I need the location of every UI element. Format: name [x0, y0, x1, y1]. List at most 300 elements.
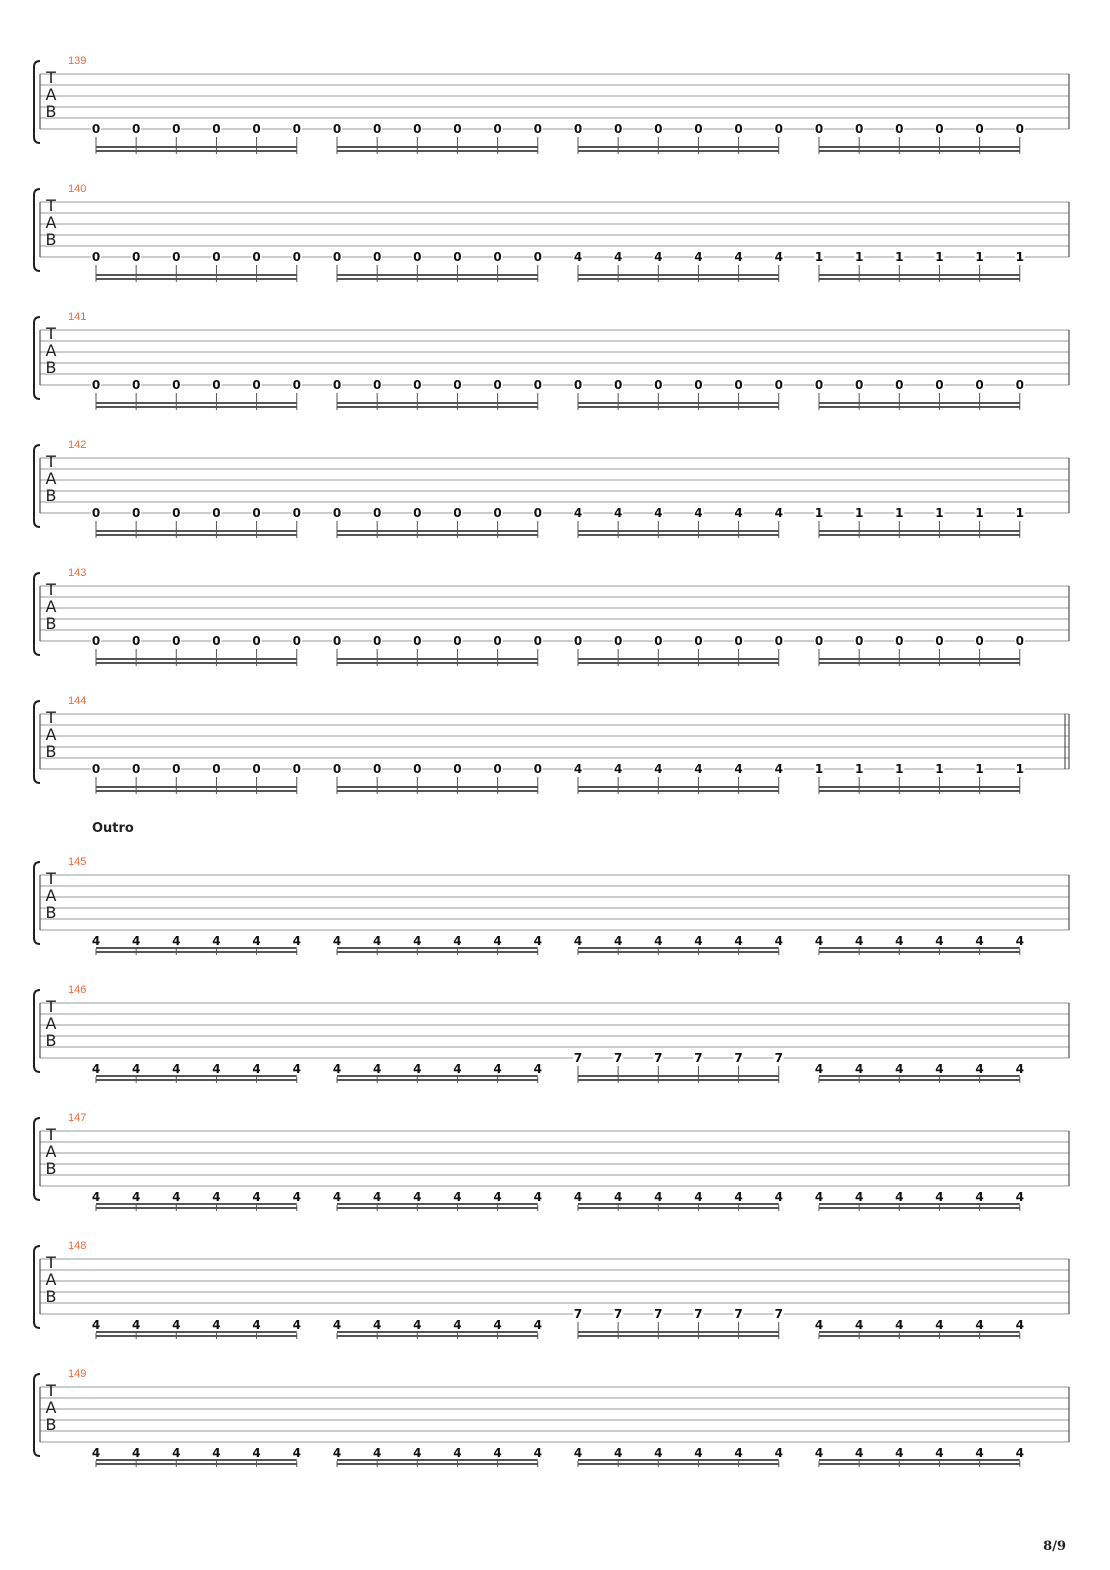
fret-number: 4	[172, 1318, 181, 1332]
fret-number: 7	[613, 1051, 623, 1065]
fret-number: 0	[292, 634, 301, 648]
tab-system	[0, 55, 1110, 165]
fret-number: 0	[935, 122, 944, 136]
fret-number: 1	[814, 250, 824, 264]
fret-number: 0	[292, 122, 301, 136]
fret-number: 4	[91, 1190, 101, 1204]
fret-number: 1	[895, 762, 904, 776]
tab-clef-letter: T	[46, 869, 56, 888]
tab-clef-letter: A	[45, 213, 57, 232]
fret-number: 4	[172, 1062, 181, 1076]
fret-number: 0	[694, 634, 703, 648]
tab-system	[0, 984, 1110, 1094]
fret-number: 4	[694, 250, 703, 264]
fret-number: 4	[654, 762, 663, 776]
fret-number: 4	[413, 1318, 422, 1332]
fret-number: 4	[654, 250, 663, 264]
tab-staff	[0, 567, 1110, 677]
fret-number: 0	[372, 122, 382, 136]
fret-number: 4	[372, 1062, 382, 1076]
fret-number: 1	[935, 762, 944, 776]
fret-number: 4	[694, 934, 703, 948]
fret-number: 0	[1015, 378, 1024, 392]
fret-number: 7	[774, 1307, 783, 1321]
measure-number: 141	[68, 311, 87, 323]
fret-number: 0	[533, 250, 542, 264]
section-label-outro: Outro	[92, 821, 134, 836]
fret-number: 4	[895, 1446, 904, 1460]
fret-number: 0	[814, 122, 824, 136]
fret-number: 4	[372, 934, 382, 948]
fret-number: 4	[372, 1318, 382, 1332]
fret-number: 4	[332, 1318, 342, 1332]
tab-clef-letter: B	[45, 1415, 57, 1434]
fret-number: 0	[533, 634, 542, 648]
fret-number: 7	[654, 1307, 663, 1321]
fret-number: 4	[292, 934, 301, 948]
fret-number: 0	[613, 634, 623, 648]
fret-number: 4	[212, 1318, 221, 1332]
tab-clef-letter: T	[46, 324, 56, 343]
tab-clef-letter: A	[45, 469, 57, 488]
tab-clef-letter: B	[45, 742, 57, 761]
fret-number: 4	[252, 934, 261, 948]
fret-number: 4	[613, 250, 623, 264]
fret-number: 0	[172, 506, 181, 520]
fret-number: 4	[1015, 1062, 1024, 1076]
tab-system	[0, 856, 1110, 966]
fret-number: 0	[734, 378, 743, 392]
fret-number: 7	[694, 1051, 703, 1065]
fret-number: 0	[413, 506, 422, 520]
fret-number: 4	[533, 1446, 542, 1460]
fret-number: 0	[332, 378, 342, 392]
fret-number: 0	[332, 762, 342, 776]
fret-number: 4	[935, 1062, 944, 1076]
tab-clef-letter: T	[46, 1125, 56, 1144]
fret-number: 4	[533, 1062, 542, 1076]
measure-number: 147	[68, 1112, 87, 1124]
measure-number: 148	[68, 1240, 87, 1252]
tab-clef-letter: T	[46, 580, 56, 599]
fret-number: 4	[413, 934, 422, 948]
fret-number: 0	[252, 634, 261, 648]
fret-number: 0	[131, 762, 141, 776]
measure-number: 145	[68, 856, 87, 868]
fret-number: 4	[252, 1446, 261, 1460]
fret-number: 0	[774, 634, 783, 648]
fret-number: 0	[212, 762, 221, 776]
fret-number: 1	[895, 506, 904, 520]
fret-number: 0	[493, 378, 502, 392]
fret-number: 4	[91, 934, 101, 948]
fret-number: 0	[212, 122, 221, 136]
fret-number: 0	[372, 634, 382, 648]
tab-system	[0, 567, 1110, 677]
fret-number: 0	[91, 634, 101, 648]
fret-number: 0	[91, 122, 101, 136]
fret-number: 4	[292, 1062, 301, 1076]
fret-number: 4	[332, 1446, 342, 1460]
fret-number: 4	[493, 934, 502, 948]
fret-number: 4	[654, 934, 663, 948]
fret-number: 4	[694, 1446, 703, 1460]
fret-number: 1	[975, 506, 984, 520]
tab-clef-letter: A	[45, 597, 57, 616]
fret-number: 7	[654, 1051, 663, 1065]
tab-clef-letter: B	[45, 903, 57, 922]
fret-number: 4	[694, 1190, 703, 1204]
fret-number: 4	[332, 934, 342, 948]
fret-number: 4	[533, 934, 542, 948]
fret-number: 0	[533, 762, 542, 776]
fret-number: 4	[372, 1446, 382, 1460]
fret-number: 4	[734, 934, 743, 948]
fret-number: 0	[975, 122, 984, 136]
fret-number: 0	[252, 506, 261, 520]
tab-clef-letter: T	[46, 68, 56, 87]
system-bracket	[34, 61, 40, 143]
fret-number: 0	[131, 122, 141, 136]
fret-number: 0	[533, 122, 542, 136]
fret-number: 0	[212, 378, 221, 392]
fret-number: 4	[814, 1446, 824, 1460]
fret-number: 4	[694, 762, 703, 776]
fret-number: 4	[573, 1190, 583, 1204]
fret-number: 0	[212, 506, 221, 520]
fret-number: 4	[654, 1190, 663, 1204]
fret-number: 4	[91, 1446, 101, 1460]
fret-number: 0	[854, 378, 864, 392]
tab-clef-letter: B	[45, 358, 57, 377]
fret-number: 0	[172, 378, 181, 392]
fret-number: 4	[774, 506, 783, 520]
fret-number: 4	[413, 1190, 422, 1204]
fret-number: 4	[935, 1190, 944, 1204]
measure-number: 149	[68, 1368, 87, 1380]
fret-number: 4	[734, 1446, 743, 1460]
fret-number: 4	[774, 250, 783, 264]
fret-number: 4	[172, 934, 181, 948]
tab-clef-letter: B	[45, 230, 57, 249]
fret-number: 4	[854, 1446, 864, 1460]
fret-number: 4	[854, 1318, 864, 1332]
fret-number: 4	[774, 1446, 783, 1460]
fret-number: 4	[854, 1062, 864, 1076]
fret-number: 0	[814, 634, 824, 648]
fret-number: 4	[694, 506, 703, 520]
fret-number: 0	[895, 634, 904, 648]
system-bracket	[34, 1118, 40, 1200]
fret-number: 4	[814, 1190, 824, 1204]
tab-staff	[0, 695, 1110, 805]
fret-number: 0	[734, 634, 743, 648]
fret-number: 7	[613, 1307, 623, 1321]
tab-clef-letter: T	[46, 1253, 56, 1272]
fret-number: 4	[975, 1318, 984, 1332]
fret-number: 4	[975, 1446, 984, 1460]
tab-clef-letter: A	[45, 1398, 57, 1417]
fret-number: 0	[654, 122, 663, 136]
fret-number: 4	[975, 934, 984, 948]
fret-number: 0	[372, 250, 382, 264]
fret-number: 4	[734, 1190, 743, 1204]
fret-number: 4	[252, 1318, 261, 1332]
fret-number: 0	[854, 122, 864, 136]
fret-number: 4	[372, 1190, 382, 1204]
fret-number: 0	[895, 122, 904, 136]
fret-number: 0	[734, 122, 743, 136]
tab-system	[0, 1240, 1110, 1350]
tab-staff	[0, 183, 1110, 293]
fret-number: 7	[573, 1051, 583, 1065]
system-bracket	[34, 990, 40, 1072]
fret-number: 4	[212, 934, 221, 948]
fret-number: 0	[895, 378, 904, 392]
fret-number: 4	[292, 1318, 301, 1332]
fret-number: 0	[172, 634, 181, 648]
fret-number: 1	[814, 762, 824, 776]
fret-number: 4	[252, 1190, 261, 1204]
fret-number: 0	[131, 506, 141, 520]
tab-system	[0, 1112, 1110, 1222]
fret-number: 4	[774, 762, 783, 776]
fret-number: 0	[292, 506, 301, 520]
fret-number: 4	[774, 934, 783, 948]
fret-number: 4	[172, 1190, 181, 1204]
fret-number: 4	[453, 1062, 462, 1076]
fret-number: 4	[654, 506, 663, 520]
fret-number: 0	[172, 250, 181, 264]
fret-number: 0	[814, 378, 824, 392]
fret-number: 0	[854, 634, 864, 648]
fret-number: 0	[91, 250, 101, 264]
tab-system	[0, 439, 1110, 549]
fret-number: 0	[654, 634, 663, 648]
fret-number: 4	[935, 1446, 944, 1460]
system-bracket	[34, 1374, 40, 1456]
fret-number: 0	[212, 250, 221, 264]
fret-number: 0	[493, 506, 502, 520]
fret-number: 0	[413, 378, 422, 392]
fret-number: 0	[694, 378, 703, 392]
fret-number: 1	[1015, 506, 1024, 520]
fret-number: 1	[895, 250, 904, 264]
fret-number: 0	[252, 762, 261, 776]
tab-clef-letter: T	[46, 452, 56, 471]
tab-staff	[0, 1240, 1110, 1350]
page-number: 8/9	[1043, 1539, 1066, 1554]
tab-clef-letter: B	[45, 1031, 57, 1050]
fret-number: 0	[252, 378, 261, 392]
fret-number: 7	[573, 1307, 583, 1321]
fret-number: 4	[292, 1446, 301, 1460]
fret-number: 0	[453, 634, 462, 648]
fret-number: 0	[453, 762, 462, 776]
fret-number: 0	[493, 634, 502, 648]
tab-system	[0, 183, 1110, 293]
fret-number: 4	[573, 934, 583, 948]
fret-number: 0	[413, 122, 422, 136]
fret-number: 0	[975, 378, 984, 392]
tab-staff	[0, 55, 1110, 165]
fret-number: 4	[975, 1062, 984, 1076]
fret-number: 0	[493, 250, 502, 264]
fret-number: 4	[573, 506, 583, 520]
fret-number: 4	[573, 1446, 583, 1460]
system-bracket	[34, 862, 40, 944]
fret-number: 0	[453, 506, 462, 520]
fret-number: 4	[1015, 934, 1024, 948]
fret-number: 4	[212, 1446, 221, 1460]
tab-clef-letter: B	[45, 1159, 57, 1178]
system-bracket	[34, 189, 40, 271]
fret-number: 0	[292, 762, 301, 776]
fret-number: 0	[533, 506, 542, 520]
fret-number: 4	[814, 1062, 824, 1076]
fret-number: 4	[613, 1190, 623, 1204]
fret-number: 0	[694, 122, 703, 136]
fret-number: 4	[533, 1318, 542, 1332]
fret-number: 4	[935, 1318, 944, 1332]
fret-number: 0	[172, 762, 181, 776]
system-bracket	[34, 573, 40, 655]
tab-staff	[0, 984, 1110, 1094]
fret-number: 4	[1015, 1446, 1024, 1460]
fret-number: 4	[613, 762, 623, 776]
fret-number: 0	[453, 122, 462, 136]
fret-number: 0	[172, 122, 181, 136]
fret-number: 4	[1015, 1190, 1024, 1204]
fret-number: 1	[935, 250, 944, 264]
tab-staff	[0, 311, 1110, 421]
measure-number: 146	[68, 984, 87, 996]
system-bracket	[34, 317, 40, 399]
fret-number: 4	[854, 1190, 864, 1204]
fret-number: 4	[895, 934, 904, 948]
fret-number: 4	[734, 506, 743, 520]
fret-number: 1	[854, 506, 864, 520]
fret-number: 0	[1015, 122, 1024, 136]
tab-clef-letter: T	[46, 997, 56, 1016]
fret-number: 1	[975, 762, 984, 776]
fret-number: 4	[854, 934, 864, 948]
fret-number: 4	[613, 1446, 623, 1460]
fret-number: 1	[854, 250, 864, 264]
tab-staff	[0, 1368, 1110, 1478]
fret-number: 0	[1015, 634, 1024, 648]
fret-number: 4	[493, 1318, 502, 1332]
fret-number: 1	[814, 506, 824, 520]
fret-number: 4	[252, 1062, 261, 1076]
fret-number: 4	[212, 1190, 221, 1204]
fret-number: 0	[613, 378, 623, 392]
fret-number: 0	[91, 506, 101, 520]
fret-number: 4	[533, 1190, 542, 1204]
tab-staff	[0, 856, 1110, 966]
fret-number: 0	[332, 122, 342, 136]
fret-number: 7	[734, 1307, 743, 1321]
fret-number: 1	[975, 250, 984, 264]
fret-number: 4	[131, 1318, 141, 1332]
fret-number: 1	[1015, 762, 1024, 776]
fret-number: 4	[453, 1190, 462, 1204]
tab-staff	[0, 1112, 1110, 1222]
fret-number: 0	[774, 122, 783, 136]
fret-number: 1	[1015, 250, 1024, 264]
fret-number: 0	[372, 762, 382, 776]
tab-clef-letter: A	[45, 1142, 57, 1161]
tab-clef-letter: A	[45, 1270, 57, 1289]
fret-number: 4	[91, 1318, 101, 1332]
fret-number: 1	[935, 506, 944, 520]
fret-number: 0	[372, 378, 382, 392]
fret-number: 0	[131, 250, 141, 264]
fret-number: 0	[292, 250, 301, 264]
fret-number: 4	[413, 1446, 422, 1460]
fret-number: 0	[573, 634, 583, 648]
fret-number: 7	[774, 1051, 783, 1065]
fret-number: 0	[131, 634, 141, 648]
fret-number: 4	[613, 506, 623, 520]
fret-number: 4	[493, 1446, 502, 1460]
fret-number: 0	[332, 250, 342, 264]
fret-number: 4	[453, 1318, 462, 1332]
fret-number: 4	[493, 1062, 502, 1076]
tab-clef-letter: T	[46, 1381, 56, 1400]
fret-number: 0	[372, 506, 382, 520]
tab-clef-letter: A	[45, 1014, 57, 1033]
measure-number: 144	[68, 695, 87, 707]
fret-number: 4	[1015, 1318, 1024, 1332]
fret-number: 4	[814, 934, 824, 948]
fret-number: 4	[493, 1190, 502, 1204]
fret-number: 0	[332, 634, 342, 648]
measure-number: 143	[68, 567, 87, 579]
tab-clef-letter: B	[45, 614, 57, 633]
tab-staff	[0, 439, 1110, 549]
fret-number: 0	[774, 378, 783, 392]
tab-clef-letter: B	[45, 486, 57, 505]
fret-number: 4	[172, 1446, 181, 1460]
measure-number: 140	[68, 183, 87, 195]
fret-number: 0	[292, 378, 301, 392]
fret-number: 0	[212, 634, 221, 648]
fret-number: 4	[734, 762, 743, 776]
fret-number: 4	[332, 1062, 342, 1076]
fret-number: 0	[252, 122, 261, 136]
fret-number: 0	[493, 762, 502, 776]
fret-number: 0	[332, 506, 342, 520]
fret-number: 4	[814, 1318, 824, 1332]
fret-number: 0	[493, 122, 502, 136]
fret-number: 4	[131, 1190, 141, 1204]
fret-number: 7	[734, 1051, 743, 1065]
fret-number: 0	[252, 250, 261, 264]
fret-number: 4	[895, 1318, 904, 1332]
measure-number: 139	[68, 55, 87, 67]
fret-number: 4	[654, 1446, 663, 1460]
fret-number: 4	[895, 1062, 904, 1076]
fret-number: 4	[774, 1190, 783, 1204]
fret-number: 7	[694, 1307, 703, 1321]
fret-number: 0	[573, 378, 583, 392]
fret-number: 0	[935, 634, 944, 648]
fret-number: 4	[131, 1446, 141, 1460]
tab-clef-letter: A	[45, 341, 57, 360]
fret-number: 4	[895, 1190, 904, 1204]
tab-clef-letter: B	[45, 102, 57, 121]
